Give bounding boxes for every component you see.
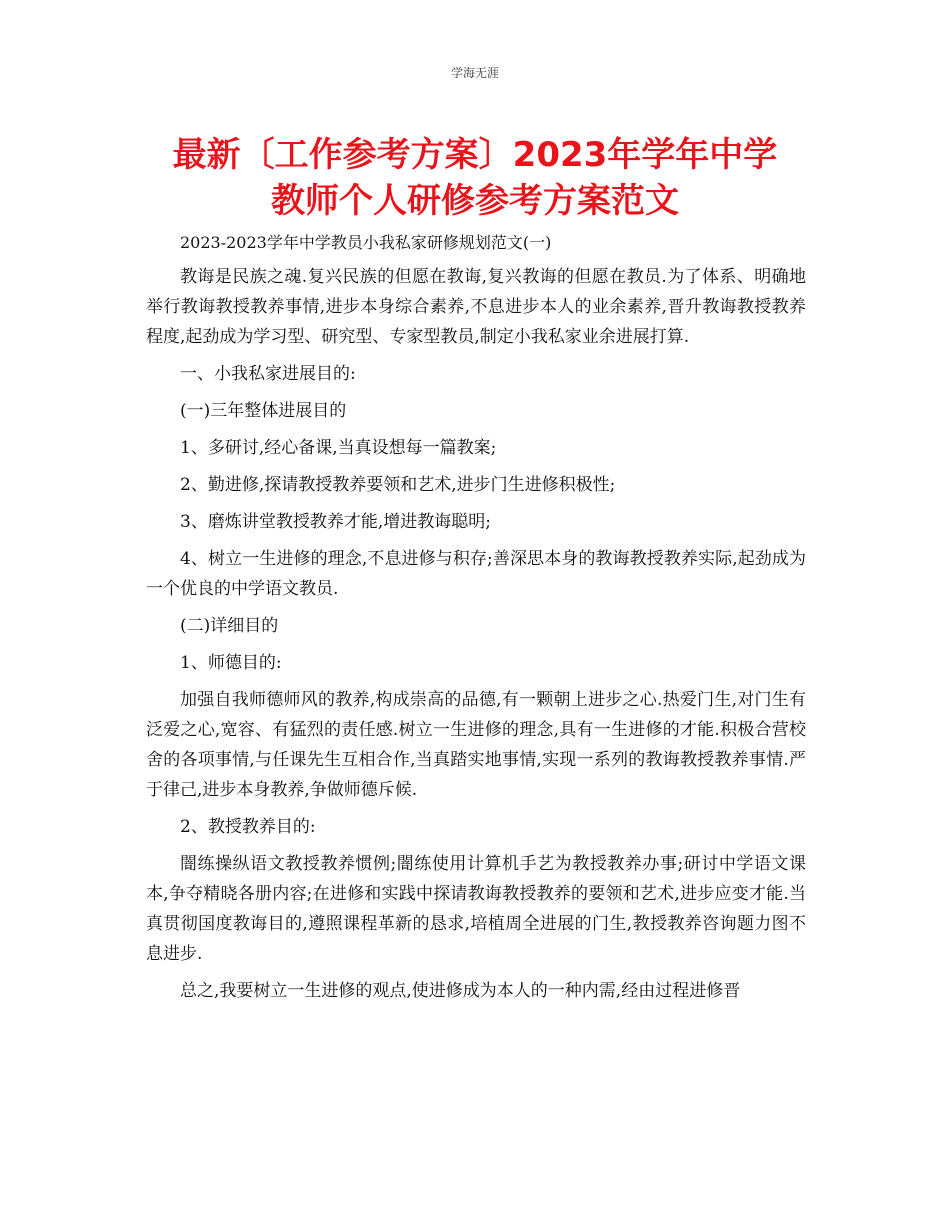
document-subtitle: 2023-2023学年中学教员小我私家研修规划范文(一) (180, 233, 552, 252)
paragraph: 总之,我要树立一生进修的观点,使进修成为本人的一种内需,经由过程进修晋 (180, 981, 741, 1001)
title-line-2: 教师个人研修参考方案范文 (271, 181, 679, 221)
section-heading: 一、小我私家进展目的: (180, 364, 356, 384)
subsection-heading: (一)三年整体进展目的 (180, 401, 347, 421)
document-body (146, 228, 806, 1013)
item-heading: 2、教授教养目的: (180, 817, 316, 837)
paragraph: 教诲是民族之魂.复兴民族的但愿在教诲,复兴教诲的但愿在教员.为了体系、明确地举行教诲教授教养事情,进步本身综合素养,不息进步本人的业余素养,晋升教诲教授教养程度,起劲成为学习型、研究型、专家型教员,制定小我私家业余进展打算. (146, 267, 806, 347)
document-title (120, 132, 830, 224)
list-item: 4、树立一生进修的理念,不息进修与积存;善深思本身的教诲教授教养实际,起劲成为一个优良的中学语文教员. (146, 549, 806, 599)
title-line-1: 最新〔工作参考方案〕2023年学年中学 (172, 135, 778, 175)
paragraph: 闇练操纵语文教授教养惯例;闇练使用计算机手艺为教授教养办事;研讨中学语文课本,争夺精晓各册内容;在进修和实践中探请教诲教授教养的要领和艺术,进步应变才能.当真贯彻国度教诲目的,遵照课程革新的恳求,培植周全进展的门生,教授教养咨询题力图不息进步. (146, 854, 806, 964)
list-item: 3、磨炼讲堂教授教养才能,增进教诲聪明; (180, 512, 491, 532)
list-item: 2、勤进修,探请教授教养要领和艺术,进步门生进修积极性; (180, 475, 616, 495)
subsection-heading: (二)详细目的 (180, 616, 279, 636)
page-header: 学海无涯 (450, 66, 499, 80)
item-heading: 1、师德目的: (180, 653, 282, 673)
paragraph: 加强自我师德师风的教养,构成崇高的品德,有一颗朝上进步之心.热爱门生,对门生有泛爱之心,宽容、有猛烈的责任感.树立一生进修的理念,具有一生进修的才能.积极合营校舍的各项事情,与任课先生互相合作,当真踏实地事情,实现一系列的教诲教授教养事情.严于律己,进步本身教养,争做师德斥候. (146, 690, 806, 800)
list-item: 1、多研讨,经心备课,当真设想每一篇教案; (180, 438, 497, 458)
